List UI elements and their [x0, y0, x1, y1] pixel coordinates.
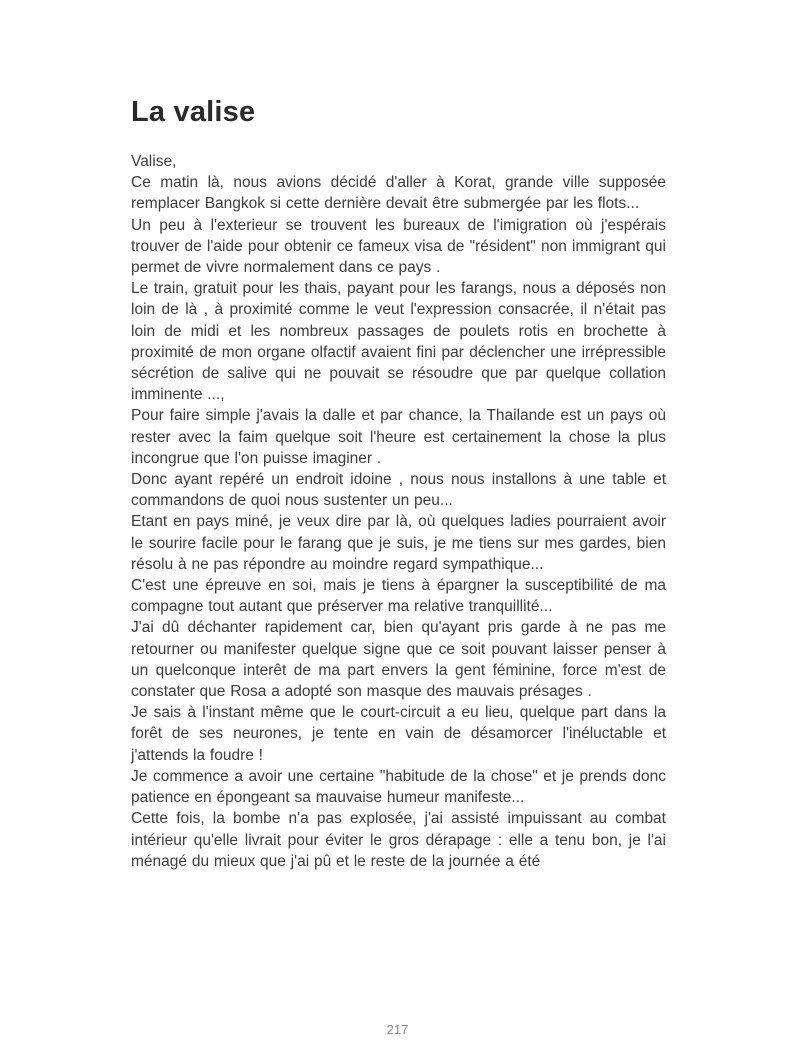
paragraph: Cette fois, la bombe n'a pas explosée, j'ai assisté impuissant au combat intérieur qu'elle livrait pour éviter le gros dérapage : elle a tenu bon, je l'ai ménagé du mieux que j'ai pû et le reste de la journée a été: [131, 810, 666, 870]
page-number: 217: [386, 1022, 409, 1037]
paragraph: Donc ayant repéré un endroit idoine , nous nous installons à une table et commandons de quoi nous sustenter un peu...: [131, 471, 666, 510]
paragraph: Valise,: [131, 153, 177, 170]
paragraph: C'est une épreuve en soi, mais je tiens à épargner la susceptibilité de ma compagne tout autant que préserver ma relative tranquillité...: [131, 577, 666, 616]
paragraph: Je sais à l'instant même que le court-circuit a eu lieu, quelque part dans la forêt de ses neurones, je tente en vain de désamorcer l'inéluctable et j'attends la foudre !: [131, 704, 666, 764]
page-content: [131, 96, 666, 872]
paragraph: Pour faire simple j'avais la dalle et par chance, la Thailande est un pays où rester avec la faim quelque soit l'heure est certainement la chose la plus incongrue que l'on puisse imaginer .: [131, 407, 666, 467]
body-text: [131, 151, 666, 872]
paragraph: J'ai dû déchanter rapidement car, bien qu'ayant pris garde à ne pas me retourner ou manifester quelque signe que ce soit pouvant laisser penser à un quelconque interêt de ma part envers la gent féminine, force m'est de constater que Rosa a adopté son masque des mauvais présages .: [131, 619, 666, 701]
paragraph: Ce matin là, nous avions décidé d'aller à Korat, grande ville supposée remplacer Bangkok si cette dernière devait être submergée par les flots...: [131, 174, 666, 213]
paragraph: Je commence a avoir une certaine "habitude de la chose" et je prends donc patience en épongeant sa mauvaise humeur manifeste...: [131, 767, 666, 807]
paragraph: Le train, gratuit pour les thais, payant pour les farangs, nous a déposés non loin de là , à proximité comme le veut l'expression consacrée, il n'était pas loin de midi et les nombreux passages de poulets rotis en brochette à proximité de mon organe olfactif avaient fini par déclencher une irrépressible sécrétion de salive qui ne pouvait se résoudre que par quelque collation imminente ...,: [131, 280, 666, 404]
paragraph: Un peu à l'exterieur se trouvent les bureaux de l'imigration où j'espérais trouver de l'aide pour obtenir ce fameux visa de "résident" non immigrant qui permet de vivre normalement dans ce pays .: [131, 216, 666, 277]
page-title: La valise: [131, 96, 256, 128]
paragraph: Etant en pays miné, je veux dire par là, où quelques ladies pourraient avoir le sourire facile pour le farang que je suis, je me tiens sur mes gardes, bien résolu à ne pas répondre au moindre regard sympathique...: [131, 513, 666, 573]
